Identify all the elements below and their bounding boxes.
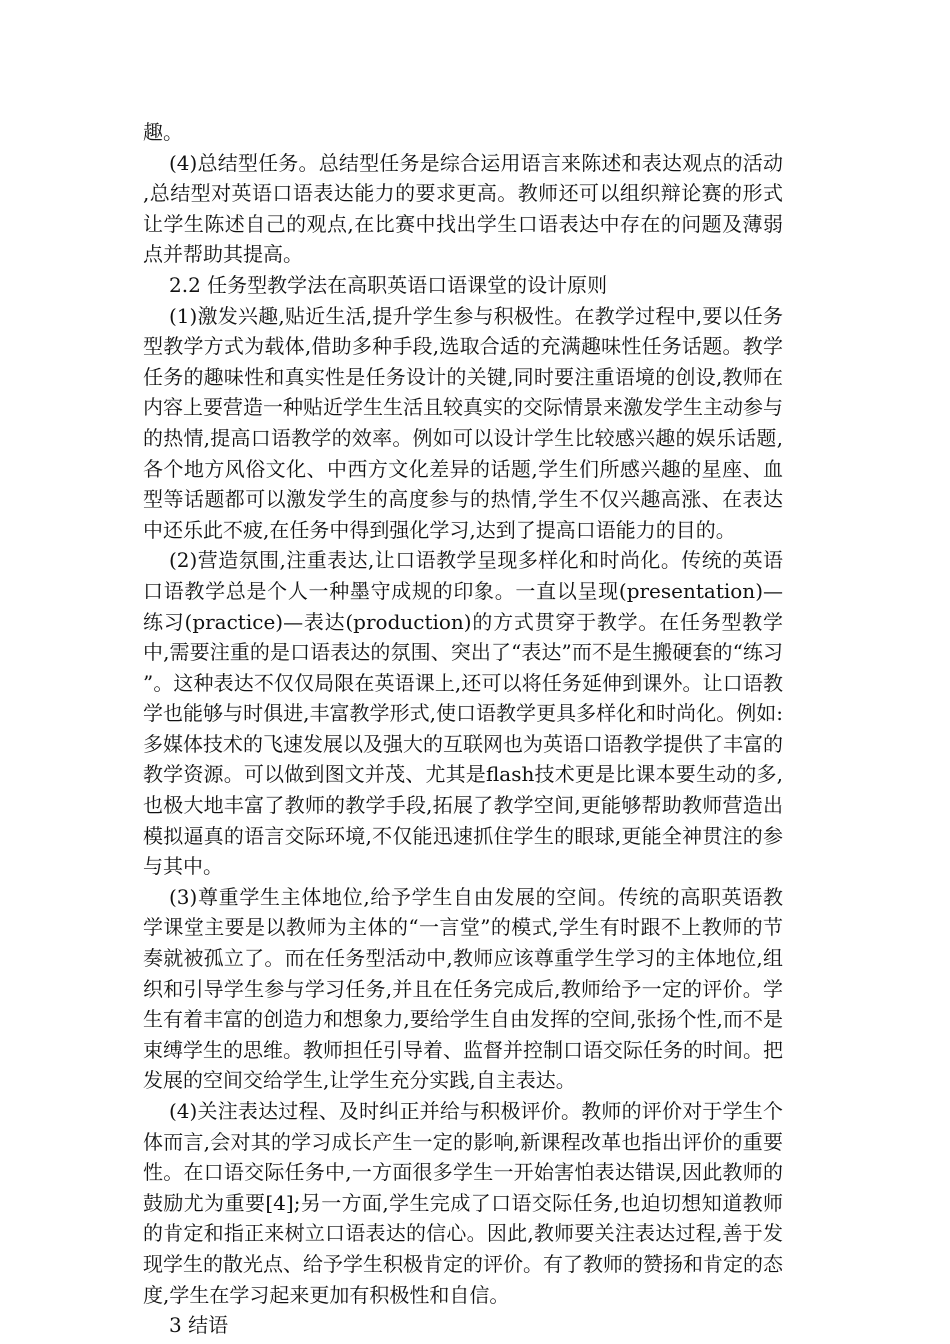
section-heading-3: 3 结语: [169, 1313, 229, 1338]
paragraph-principle-3: (3)尊重学生主体地位,给予学生自由发展的空间。传统的高职英语教学课堂主要是以教师为主体的“一言堂”的模式,学生有时跟不上教师的节奏就被孤立了。而在任务型活动中,教师应该尊重学生学习的主体地位,组织和引导学生参与学习任务,并且在任务完成后,教师给予一定的评价。学生有着丰富的创造力和想象力,要给学生自由发挥的空间,张扬个性,而不是束缚学生的思维。教师担任引导着、监督并控制口语交际任务的时间。把发展的空间交给学生,让学生充分实践,自主表达。: [143, 884, 783, 1093]
paragraph-principle-2: (2)营造氛围,注重表达,让口语教学呈现多样化和时尚化。传统的英语口语教学总是个人一种墨守成规的印象。一直以呈现(presentation)—练习(practice)—表达(production)的方式贯穿于教学。在任务型教学中,需要注重的是口语表达的氛围、突出了“表达”而不是生搬硬套的“练习”。这种表达不仅仅局限在英语课上,还可以将任务延伸到课外。让口语教学也能够与时俱进,丰富教学形式,使口语教学更具多样化和时尚化。例如:多媒体技术的飞速发展以及强大的互联网也为英语口语教学提供了丰富的教学资源。可以做到图文并茂、尤其是flash技术更是比课本要生动的多,也极大地丰富了教师的教学手段,拓展了教学空间,更能够帮助教师营造出模拟逼真的语言交际环境,不仅能迅速抓住学生的眼球,更能全神贯注的参与其中。: [143, 548, 783, 879]
document-page: [143, 117, 783, 1341]
section-heading-2-2: 2.2 任务型教学法在高职英语口语课堂的设计原则: [169, 272, 608, 297]
paragraph-summary-task: (4)总结型任务。总结型任务是综合运用语言来陈述和表达观点的活动,总结型对英语口语表达能力的要求更高。教师还可以组织辩论赛的形式让学生陈述自己的观点,在比赛中找出学生口语表达中存在的问题及薄弱点并帮助其提高。: [143, 150, 783, 267]
paragraph-principle-1: (1)激发兴趣,贴近生活,提升学生参与积极性。在教学过程中,要以任务型教学方式为载体,借助多种手段,选取合适的充满趣味性任务话题。教学任务的趣味性和真实性是任务设计的关键,同时要注重语境的创设,教师在内容上要营造一种贴近学生生活且较真实的交际情景来激发学生主动参与的热情,提高口语教学的效率。例如可以设计学生比较感兴趣的娱乐话题,各个地方风俗文化、中西方文化差异的话题,学生们所感兴趣的星座、血型等话题都可以激发学生的高度参与的热情,学生不仅兴趣高涨、在表达中还乐此不疲,在任务中得到强化学习,达到了提高口语能力的目的。: [143, 303, 783, 542]
paragraph-principle-4: (4)关注表达过程、及时纠正并给与积极评价。教师的评价对于学生个体而言,会对其的学习成长产生一定的影响,新课程改革也指出评价的重要性。在口语交际任务中,一方面很多学生一开始害怕表达错误,因此教师的鼓励尤为重要[4];另一方面,学生完成了口语交际任务,也迫切想知道教师的肯定和指正来树立口语表达的信心。因此,教师要关注表达过程,善于发现学生的散光点、给予学生积极肯定的评价。有了教师的赞扬和肯定的态度,学生在学习起来更加有积极性和自信。: [143, 1099, 783, 1307]
paragraph-continuation: 趣。: [143, 120, 183, 144]
